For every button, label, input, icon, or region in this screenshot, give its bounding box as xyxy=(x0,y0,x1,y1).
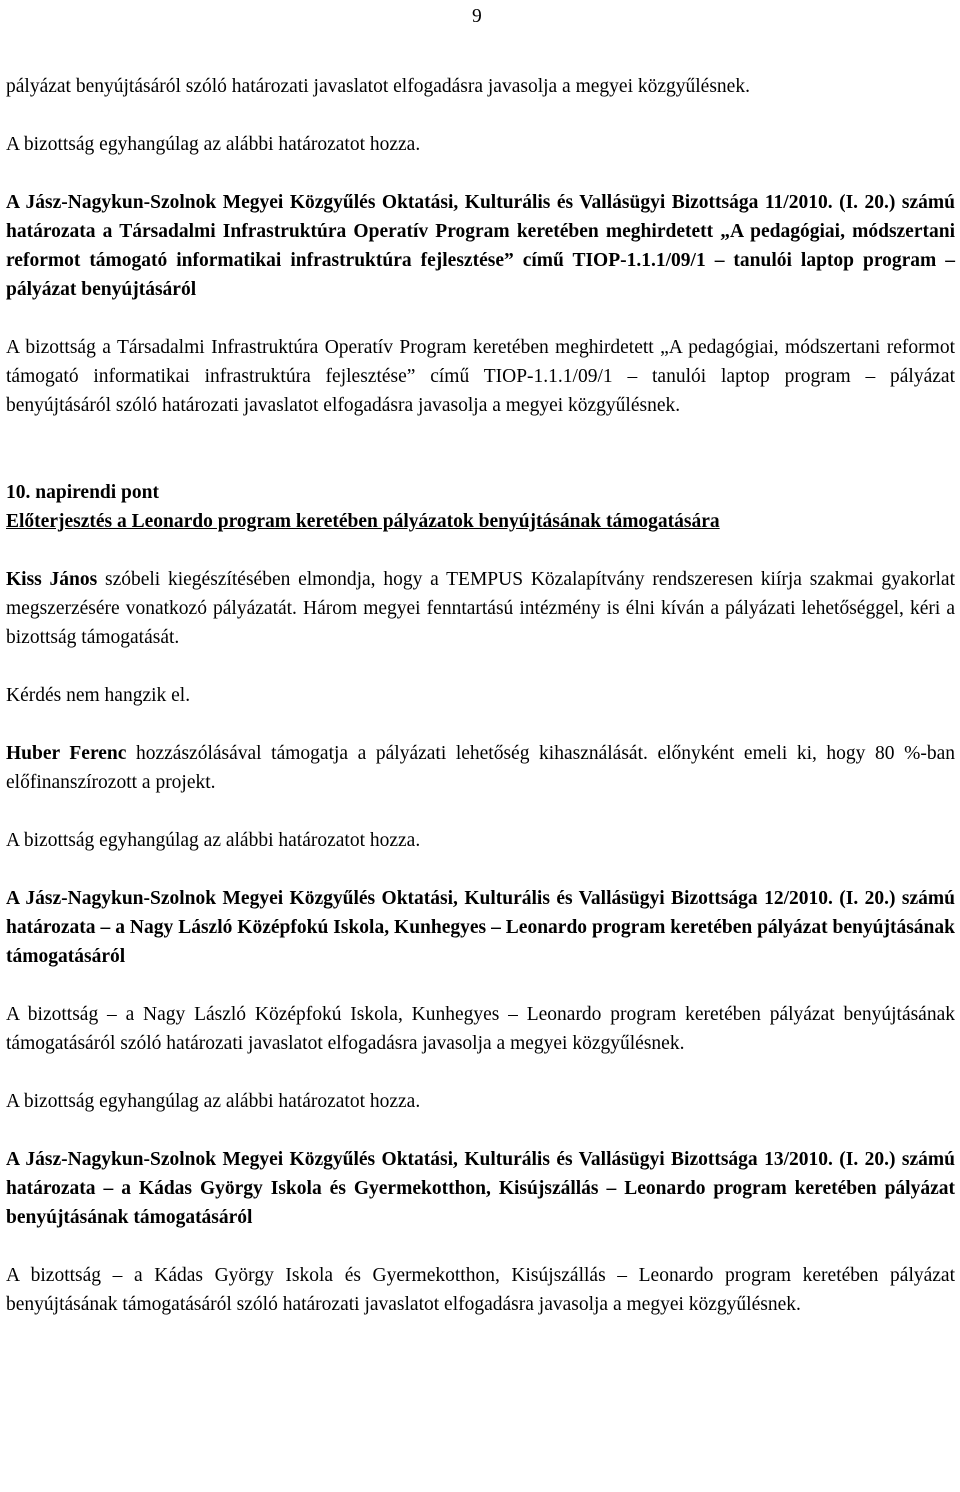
paragraph-vote-statement: A bizottság egyhangúlag az alábbi határozatot hozza. xyxy=(6,830,421,851)
resolution-text-11: A bizottság a Társadalmi Infrastruktúra Operatív Program keretében meghirdetett „A pedagógiai, módszertani reformot támogató informatikai infrastruktúra fejlesztése” című TIOP-1.1.1/09/1 – tanulói laptop program – pályázat benyújtásáról szóló határozati javaslatot elfogadásra javasolja a megyei közgyűlésnek. xyxy=(6,337,955,416)
paragraph-vote-statement: A bizottság egyhangúlag az alábbi határozatot hozza. xyxy=(6,134,421,155)
resolution-heading-13: A Jász-Nagykun-Szolnok Megyei Közgyűlés Oktatási, Kulturális és Vallásügyi Bizottsága 13/2010. (I. 20.) számú határozata – a Kádas György Iskola és Gyermekotthon, Kisújszállás – Leonardo program keretében pályázat benyújtásának támogatásáról xyxy=(6,1149,955,1228)
paragraph-kiss-janos xyxy=(6,565,955,652)
resolution-heading-11: A Jász-Nagykun-Szolnok Megyei Közgyűlés Oktatási, Kulturális és Vallásügyi Bizottsága 11/2010. (I. 20.) számú határozata a Társadalmi Infrastruktúra Operatív Program keretében meghirdetett „A pedagógiai, módszertani reformot támogató informatikai infrastruktúra fejlesztése” című TIOP-1.1.1/09/1 – tanulói laptop program – pályázat benyújtásáról xyxy=(6,192,955,300)
paragraph-vote-statement: A bizottság egyhangúlag az alábbi határozatot hozza. xyxy=(6,1091,421,1112)
agenda-title: Előterjesztés a Leonardo program keretében pályázatok benyújtásának támogatására xyxy=(6,511,720,532)
document-body xyxy=(6,72,955,1319)
page-number: 9 xyxy=(472,6,482,27)
resolution-heading-12: A Jász-Nagykun-Szolnok Megyei Közgyűlés Oktatási, Kulturális és Vallásügyi Bizottsága 12/2010. (I. 20.) számú határozata – a Nagy László Középfokú Iskola, Kunhegyes – Leonardo program keretében pályázat benyújtásának támogatásáról xyxy=(6,888,955,967)
resolution-text-13: A bizottság – a Kádas György Iskola és Gyermekotthon, Kisújszállás – Leonardo program keretében pályázat benyújtásának támogatásáról szóló határozati javaslatot elfogadásra javasolja a megyei közgyűlésnek. xyxy=(6,1265,955,1315)
speaker-text: szóbeli kiegészítésében elmondja, hogy a TEMPUS Közalapítvány rendszeresen kiírja szakmai gyakorlat megszerzésére vonatkozó pályázatát. Három megyei fenntartású intézmény is élni kíván a pályázati lehetőséggel, kéri a bizottság támogatását. xyxy=(6,569,955,648)
speaker-name: Huber Ferenc xyxy=(6,743,127,764)
paragraph-continuation: pályázat benyújtásáról szóló határozati javaslatot elfogadásra javasolja a megyei közgyűlésnek. xyxy=(6,76,750,97)
paragraph-huber-ferenc xyxy=(6,739,955,797)
speaker-name: Kiss János xyxy=(6,569,98,590)
agenda-number: 10. napirendi pont xyxy=(6,482,159,503)
resolution-text-12: A bizottság – a Nagy László Középfokú Iskola, Kunhegyes – Leonardo program keretében pályázat benyújtásának támogatásáról szóló határozati javaslatot elfogadásra javasolja a megyei közgyűlésnek. xyxy=(6,1004,955,1054)
speaker-text: hozzászólásával támogatja a pályázati lehetőség kihasználását. előnyként emeli ki, hogy 80 %-ban előfinanszírozott a projekt. xyxy=(6,743,955,793)
paragraph-no-questions: Kérdés nem hangzik el. xyxy=(6,685,191,706)
